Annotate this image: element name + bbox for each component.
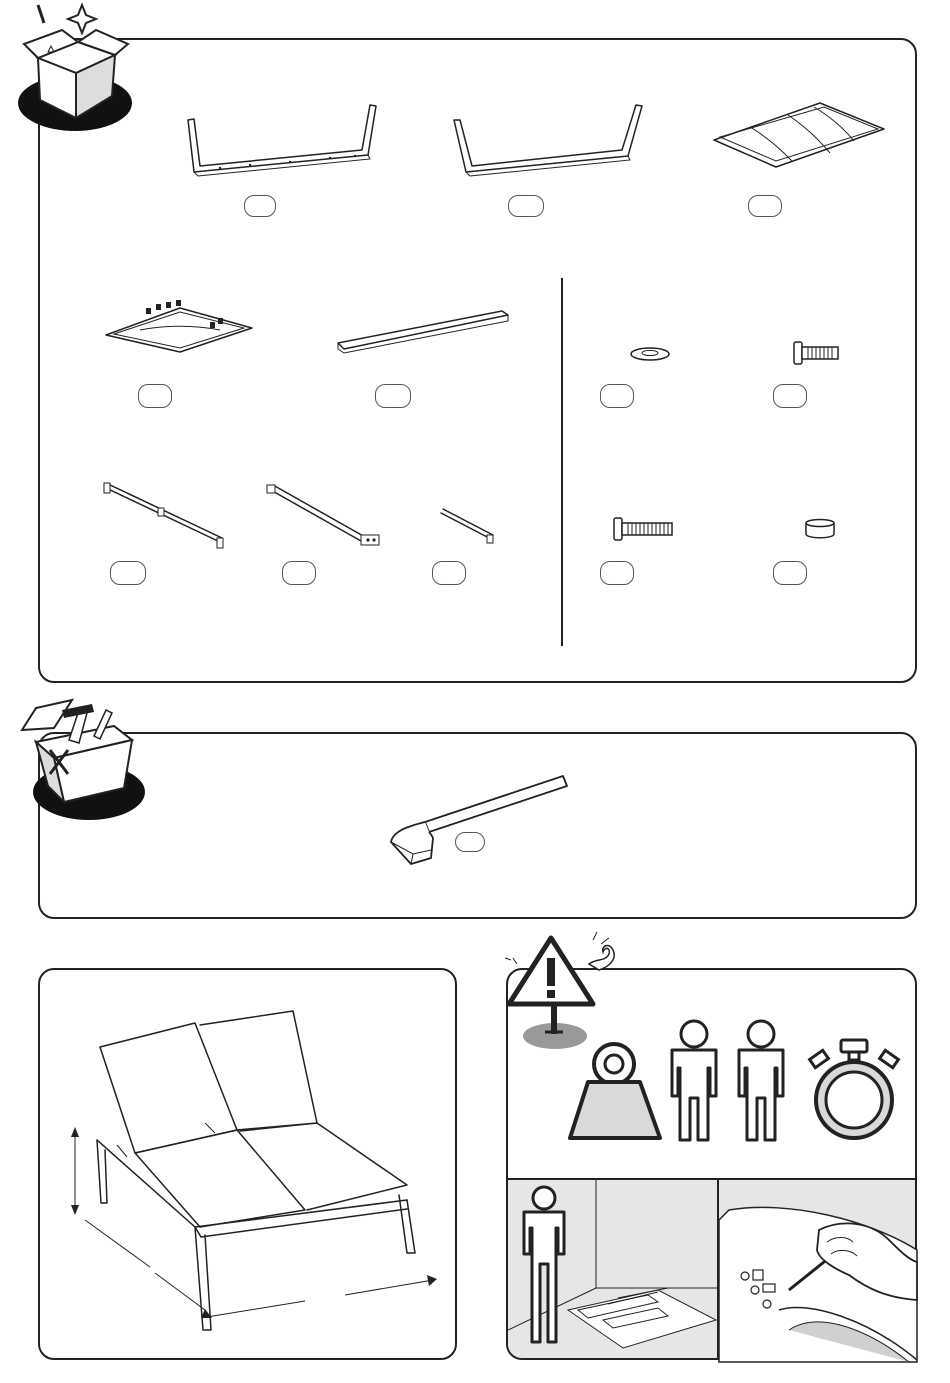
part-backrest-frame — [100, 290, 260, 360]
part-crossbar — [334, 305, 514, 355]
part-side-frame-right — [450, 100, 650, 190]
part-sling-frame — [710, 95, 890, 165]
part-label-5 — [375, 384, 411, 408]
part-long-bolt — [610, 514, 676, 544]
part-washer — [628, 345, 672, 365]
part-long-bar — [100, 478, 240, 558]
part-side-frame-left — [180, 100, 380, 190]
weight-icon — [564, 1038, 664, 1148]
part-angled-bar — [265, 483, 395, 553]
divider-line — [560, 278, 564, 648]
part-label-8 — [432, 561, 466, 585]
hardware-label-3 — [600, 561, 634, 585]
hand-screwing-scene — [719, 1180, 917, 1362]
part-label-6 — [110, 561, 146, 585]
hardware-label-1 — [600, 384, 634, 408]
part-spacer-cap — [803, 518, 839, 542]
toolbox-icon — [14, 690, 154, 820]
hardware-label-4 — [773, 561, 807, 585]
part-short-bolt — [792, 338, 842, 368]
part-label-1 — [244, 195, 276, 217]
hardware-label-2 — [773, 384, 807, 408]
part-label-4 — [138, 384, 172, 408]
part-label-3 — [748, 195, 782, 217]
stopwatch-icon — [805, 1038, 905, 1148]
part-label-7 — [282, 561, 316, 585]
warning-triangle-icon — [497, 920, 627, 1050]
double-lounger-drawing — [55, 1005, 455, 1345]
part-label-2 — [508, 195, 544, 217]
allen-key-label — [455, 832, 485, 852]
person-icon — [733, 1018, 793, 1148]
allen-key — [385, 772, 585, 872]
part-short-bar — [437, 507, 507, 552]
open-box-icon — [10, 0, 140, 130]
person-icon — [666, 1018, 726, 1148]
floor-assembly-scene — [508, 1180, 717, 1362]
